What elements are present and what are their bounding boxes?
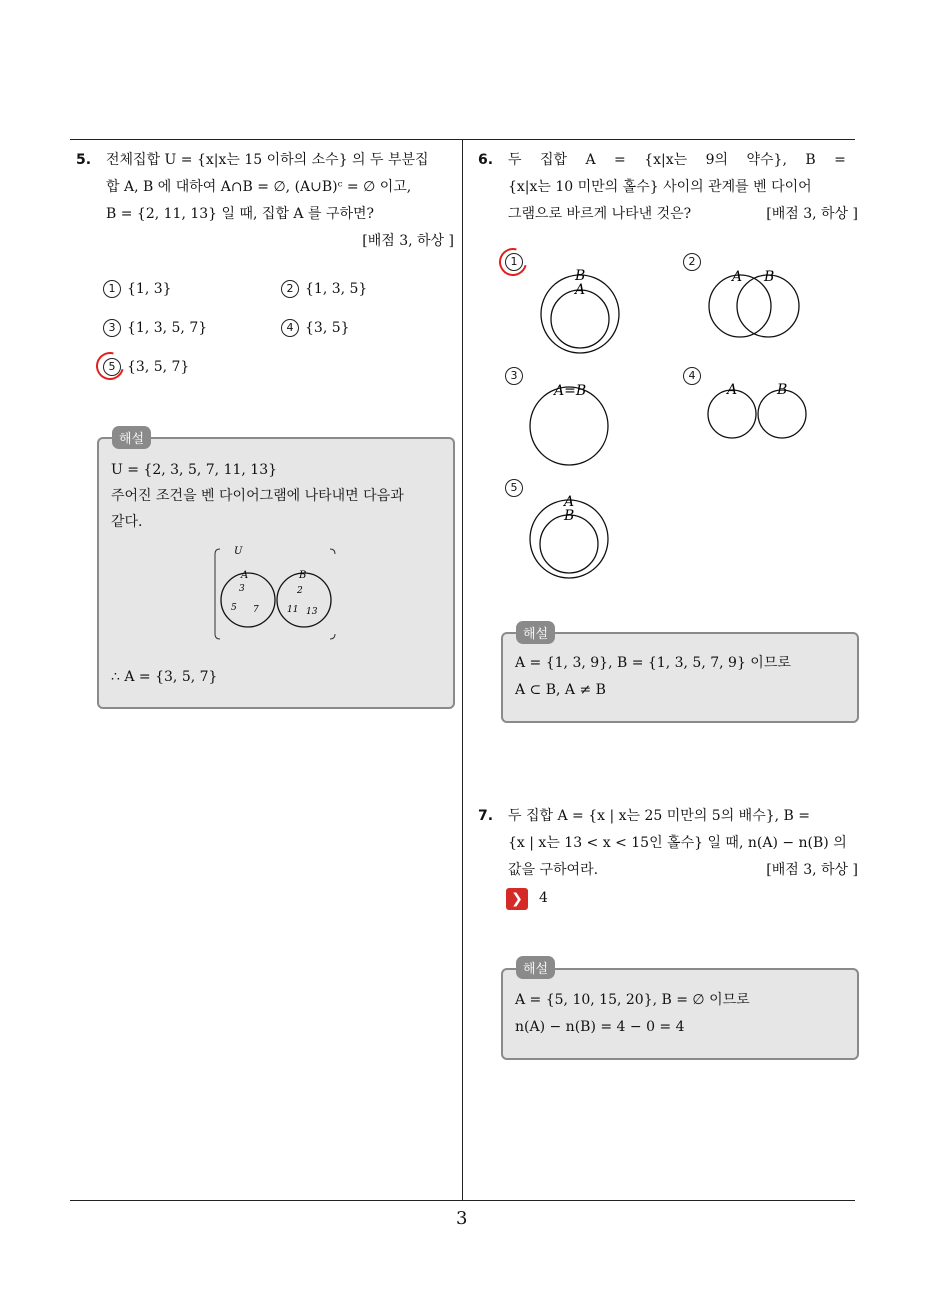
choice-number: 2 [683,253,701,271]
bottom-rule [70,1200,855,1201]
solution-line: n(A) − n(B) = 4 − 0 = 4 [515,1019,685,1035]
solution-tab: 해설 [516,956,555,979]
solution-line: A = {5, 10, 15, 20}, B = ∅ 이므로 [515,992,750,1008]
question-number: 5. [76,152,92,168]
question-6 [478,147,858,228]
choice-number: 4 [281,319,299,337]
set-label: A [564,494,575,510]
choice-number: 5 [505,479,523,497]
option-1-diagram[interactable] [530,266,630,356]
venn-diagram-universe [212,545,352,645]
question-text-line: 두 집합 A = {x|x는 9의 약수}, B = [508,152,846,168]
solution-tab: 해설 [112,426,151,449]
solution-line: 같다. [111,514,143,530]
solution-line: U = {2, 3, 5, 7, 11, 13} [111,462,278,478]
choice-number: 3 [505,367,523,385]
set-label: A [575,282,586,298]
venn-universe-label: U [234,546,243,557]
solution-tab: 해설 [516,621,555,644]
choice-text: {1, 3} [127,281,172,297]
solution-box-q5 [97,437,455,709]
set-label: B [575,268,586,284]
question-text-line: 그램으로 바르게 나타낸 것은? [508,206,692,222]
venn-circle-a [221,573,275,627]
solution-line: A ⊂ B, A ≠ B [515,682,606,698]
venn-label-b: B [299,570,307,581]
option-5-diagram[interactable] [520,490,620,580]
column-divider [462,139,463,1201]
page-number: 3 [456,1208,468,1229]
choice-text: {3, 5, 7} [127,359,190,375]
venn-circle-b [277,573,331,627]
answer-mark-circle [494,243,532,281]
set-label: A=B [554,383,587,399]
choice-number: 2 [281,280,299,298]
option-2-diagram[interactable] [700,264,810,344]
question-text-line: B = {2, 11, 13} 일 때, 집합 A 를 구하면? [106,206,375,222]
set-label: A [727,382,738,398]
solution-box-q7 [501,968,859,1060]
answer-mark-circle [91,347,129,385]
venn-element: 3 [239,584,245,594]
question-text-line: 값을 구하여라. [508,862,599,878]
set-label: B [564,508,575,524]
question-7 [478,803,858,884]
choice-number: 3 [103,319,121,337]
choice-number: 1 [103,280,121,298]
choice-2[interactable] [281,279,367,299]
question-text-line: {x|x는 10 미만의 홀수} 사이의 관계를 벤 다이어 [508,179,812,195]
question-5 [76,147,454,255]
question-text-line: 전체집합 U = {x|x는 15 이하의 소수} 의 두 부분집 [106,152,429,168]
choice-3[interactable] [103,318,207,338]
choice-number: 5 [103,358,121,376]
venn-element: 13 [306,607,318,617]
choice-1[interactable] [103,279,172,299]
set-label: B [764,269,775,285]
question-text-line: 합 A, B 에 대하여 A∩B = ∅, (A∪B)ᶜ = ∅ 이고, [106,179,412,195]
score-meta: [배점 3, 하상 ] [766,206,858,222]
choice-4[interactable] [281,318,350,338]
question-text-line: 두 집합 A = {x | x는 25 미만의 5의 배수}, B = [508,808,810,824]
solution-conclusion: ∴ A = {3, 5, 7} [111,669,218,685]
chevron-right-icon: ❯ [506,888,528,910]
choice-number: 1 [505,253,523,271]
question-text-line: {x | x는 13 < x < 15인 홀수} 일 때, n(A) − n(B) 의 [508,835,847,851]
choice-text: {3, 5} [305,320,350,336]
venn-element: 2 [297,586,303,596]
solution-line: 주어진 조건을 벤 다이어그램에 나타내면 다음과 [111,488,404,504]
option-4-diagram[interactable] [700,376,810,446]
option-3-diagram[interactable] [520,378,620,468]
venn-element: 7 [253,605,259,615]
score-meta: [배점 3, 하상 ] [362,233,454,249]
set-label: B [777,382,788,398]
answer-value: 4 [539,890,548,906]
choice-text: {1, 3, 5} [305,281,368,297]
venn-element: 5 [231,603,237,613]
solution-line: A = {1, 3, 9}, B = {1, 3, 5, 7, 9} 이므로 [515,655,791,671]
score-meta: [배점 3, 하상 ] [766,862,858,878]
venn-label-a: A [241,570,249,581]
choice-text: {1, 3, 5, 7} [127,320,208,336]
solution-box-q6 [501,632,859,723]
venn-element: 11 [287,605,299,615]
set-label: A [732,269,743,285]
question-number: 7. [478,808,494,824]
question-number: 6. [478,152,494,168]
choice-number: 4 [683,367,701,385]
